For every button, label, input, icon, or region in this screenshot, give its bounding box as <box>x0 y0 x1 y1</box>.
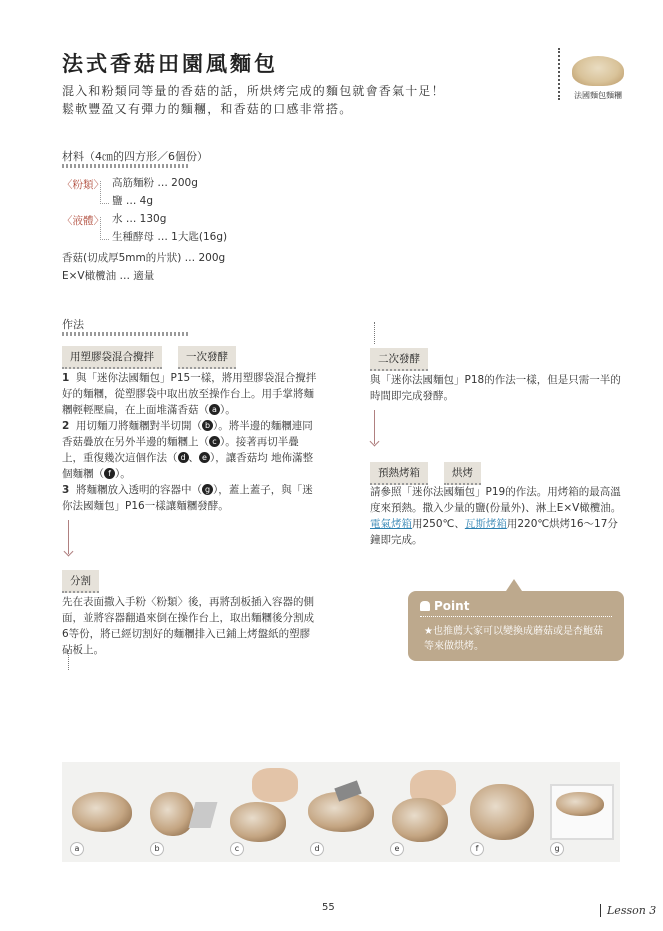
electric-oven-label: 電氣烤箱 <box>370 518 412 530</box>
photo-ref-f: f <box>104 468 115 479</box>
method-underline <box>62 332 190 336</box>
step-1-number: 1 <box>62 372 70 384</box>
step-3-text-end: ），蓋上蓋子，與「迷你法國麵包」P16一樣讓麵糰發酵。 <box>62 484 313 512</box>
point-title <box>420 599 469 613</box>
ingredient-mushroom: 香菇(切成厚5mm的片狀) … 200g <box>62 252 226 264</box>
photo-label-a: a <box>70 842 84 856</box>
photo-label-c: c <box>230 842 244 856</box>
bake-text-2: 用250℃、 <box>412 518 465 530</box>
intro-text <box>62 82 502 118</box>
header-second-rise: 二次發酵 <box>370 348 428 371</box>
bread-thumbnail <box>572 56 624 86</box>
ingredient-water: 水 … 130g <box>112 213 167 225</box>
header-bake: 烘烤 <box>444 462 481 485</box>
arrow-down-icon <box>370 437 380 447</box>
photo-label-e: e <box>390 842 404 856</box>
point-text: ★也推薦大家可以變換成蘑菇或是杏鮑菇等來做烘烤。 <box>424 626 603 652</box>
method-title: 作法 <box>62 318 84 331</box>
header-mix: 用塑膠袋混合攪拌 <box>62 346 162 369</box>
ingredient-yeast: 生種酵母 … 1大匙(16g) <box>112 231 228 243</box>
step-2-text-5: ），讓香菇均 地佈滿整個麵糰（ <box>62 452 314 480</box>
point-divider <box>420 616 612 617</box>
photo-ref-e: e <box>199 452 210 463</box>
dotted-connector-left <box>68 650 69 670</box>
thumb-divider <box>558 48 560 100</box>
ingredient-flour: 高筋麵粉 … 200g <box>112 177 198 189</box>
category-liquid: 〈液體〉 <box>62 215 104 227</box>
header-first-rise: 一次發酵 <box>178 346 236 369</box>
bracket-liquid <box>100 217 109 240</box>
materials-underline <box>62 164 190 168</box>
divide-text: 先在表面撒入手粉〈粉類〉後，再將刮板插入容器的側面，並將容器翻過來倒在操作台上，取出麵糰後分割成6等份，將已經切割好的麵糰排入已鋪上烤盤紙的塑膠砧板上。 <box>62 596 314 656</box>
step-3-text: 將麵糰放入透明的容器中（ <box>76 484 202 496</box>
bracket-powder <box>100 181 109 204</box>
ingredient-salt: 鹽 … 4g <box>112 195 154 207</box>
photo-ref-d: d <box>178 452 189 463</box>
step-1-text-end: ）。 <box>220 404 236 416</box>
second-rise-text: 與「迷你法國麵包」P18的作法一樣，但是只需一半的時間即完成發酵。 <box>370 374 621 402</box>
header-divide: 分割 <box>62 570 99 593</box>
photo-label-d: d <box>310 842 324 856</box>
bake-text-3: 用220℃烘烤16〜17分鐘即完成。 <box>370 518 618 546</box>
step-3-number: 3 <box>62 484 70 496</box>
step-2-text-end: ）。 <box>115 468 131 480</box>
photo-a <box>62 762 142 862</box>
page-title: 法式香菇田園風麵包 <box>62 52 278 76</box>
dotted-connector-top <box>374 322 375 344</box>
intro-line-1: 混入和粉類同等量的香菇的話，所烘烤完成的麵包就會香氣十足！ <box>62 84 445 98</box>
photo-f <box>462 762 542 862</box>
photo-label-f: f <box>470 842 484 856</box>
thumb-caption: 法國麵包麵糰 <box>574 91 622 100</box>
header-preheat: 預熱烤箱 <box>370 462 428 485</box>
step-2-text-3: ）。接著再切半疊上，重復幾次這個作法（ <box>62 436 299 464</box>
bake-text <box>370 484 628 548</box>
chef-hat-icon <box>420 601 430 611</box>
step-2-text-4: 、 <box>188 452 199 464</box>
step-2-text-2: ）。將半邊的麵糰連同香菇疊放在另外半邊的麵糰上（ <box>62 420 313 448</box>
step-1-text: 與「迷你法國麵包」P15一樣，將用塑膠袋混合攪拌好的麵糰，從塑膠袋中取出放至操作台上。用手掌將麵糰輕輕壓扁，在上面堆滿香菇（ <box>62 372 317 416</box>
photo-ref-c: c <box>209 436 220 447</box>
photo-c <box>222 762 302 862</box>
step-1 <box>62 370 318 418</box>
photo-d <box>302 762 382 862</box>
point-title-text: Point <box>434 599 470 613</box>
gas-oven-label: 瓦斯烤箱 <box>464 518 507 530</box>
step-2 <box>62 418 318 482</box>
ingredient-oil: E×V橄欖油 … 適量 <box>62 270 155 282</box>
photo-ref-b: b <box>202 420 213 431</box>
photo-ref-g: g <box>202 484 213 495</box>
step-3 <box>62 482 318 514</box>
step-2-text: 用切麵刀將麵糰對半切開（ <box>76 420 202 432</box>
bake-text-1: 請參照「迷你法國麵包」P19的作法。用烤箱的最高溫度來預熱。撒入少量的鹽(份量外)、淋上E×V橄欖油。 <box>370 486 622 514</box>
photo-label-g: g <box>550 842 564 856</box>
point-pointer <box>506 579 522 591</box>
materials-title: 材料（4㎝的四方形／6個份） <box>62 150 208 163</box>
step-2-number: 2 <box>62 420 70 432</box>
page-number: 55 <box>322 902 335 913</box>
lesson-label: Lesson 3 <box>600 904 656 917</box>
arrow-down-icon <box>64 547 74 557</box>
intro-line-2: 鬆軟豐盈又有彈力的麵糰，和香菇的口感非常搭。 <box>62 102 353 116</box>
photo-b <box>142 762 222 862</box>
photo-g <box>542 762 620 862</box>
photo-e <box>382 762 462 862</box>
photo-ref-a: a <box>209 404 220 415</box>
photo-label-b: b <box>150 842 164 856</box>
category-powder: 〈粉類〉 <box>62 179 104 191</box>
